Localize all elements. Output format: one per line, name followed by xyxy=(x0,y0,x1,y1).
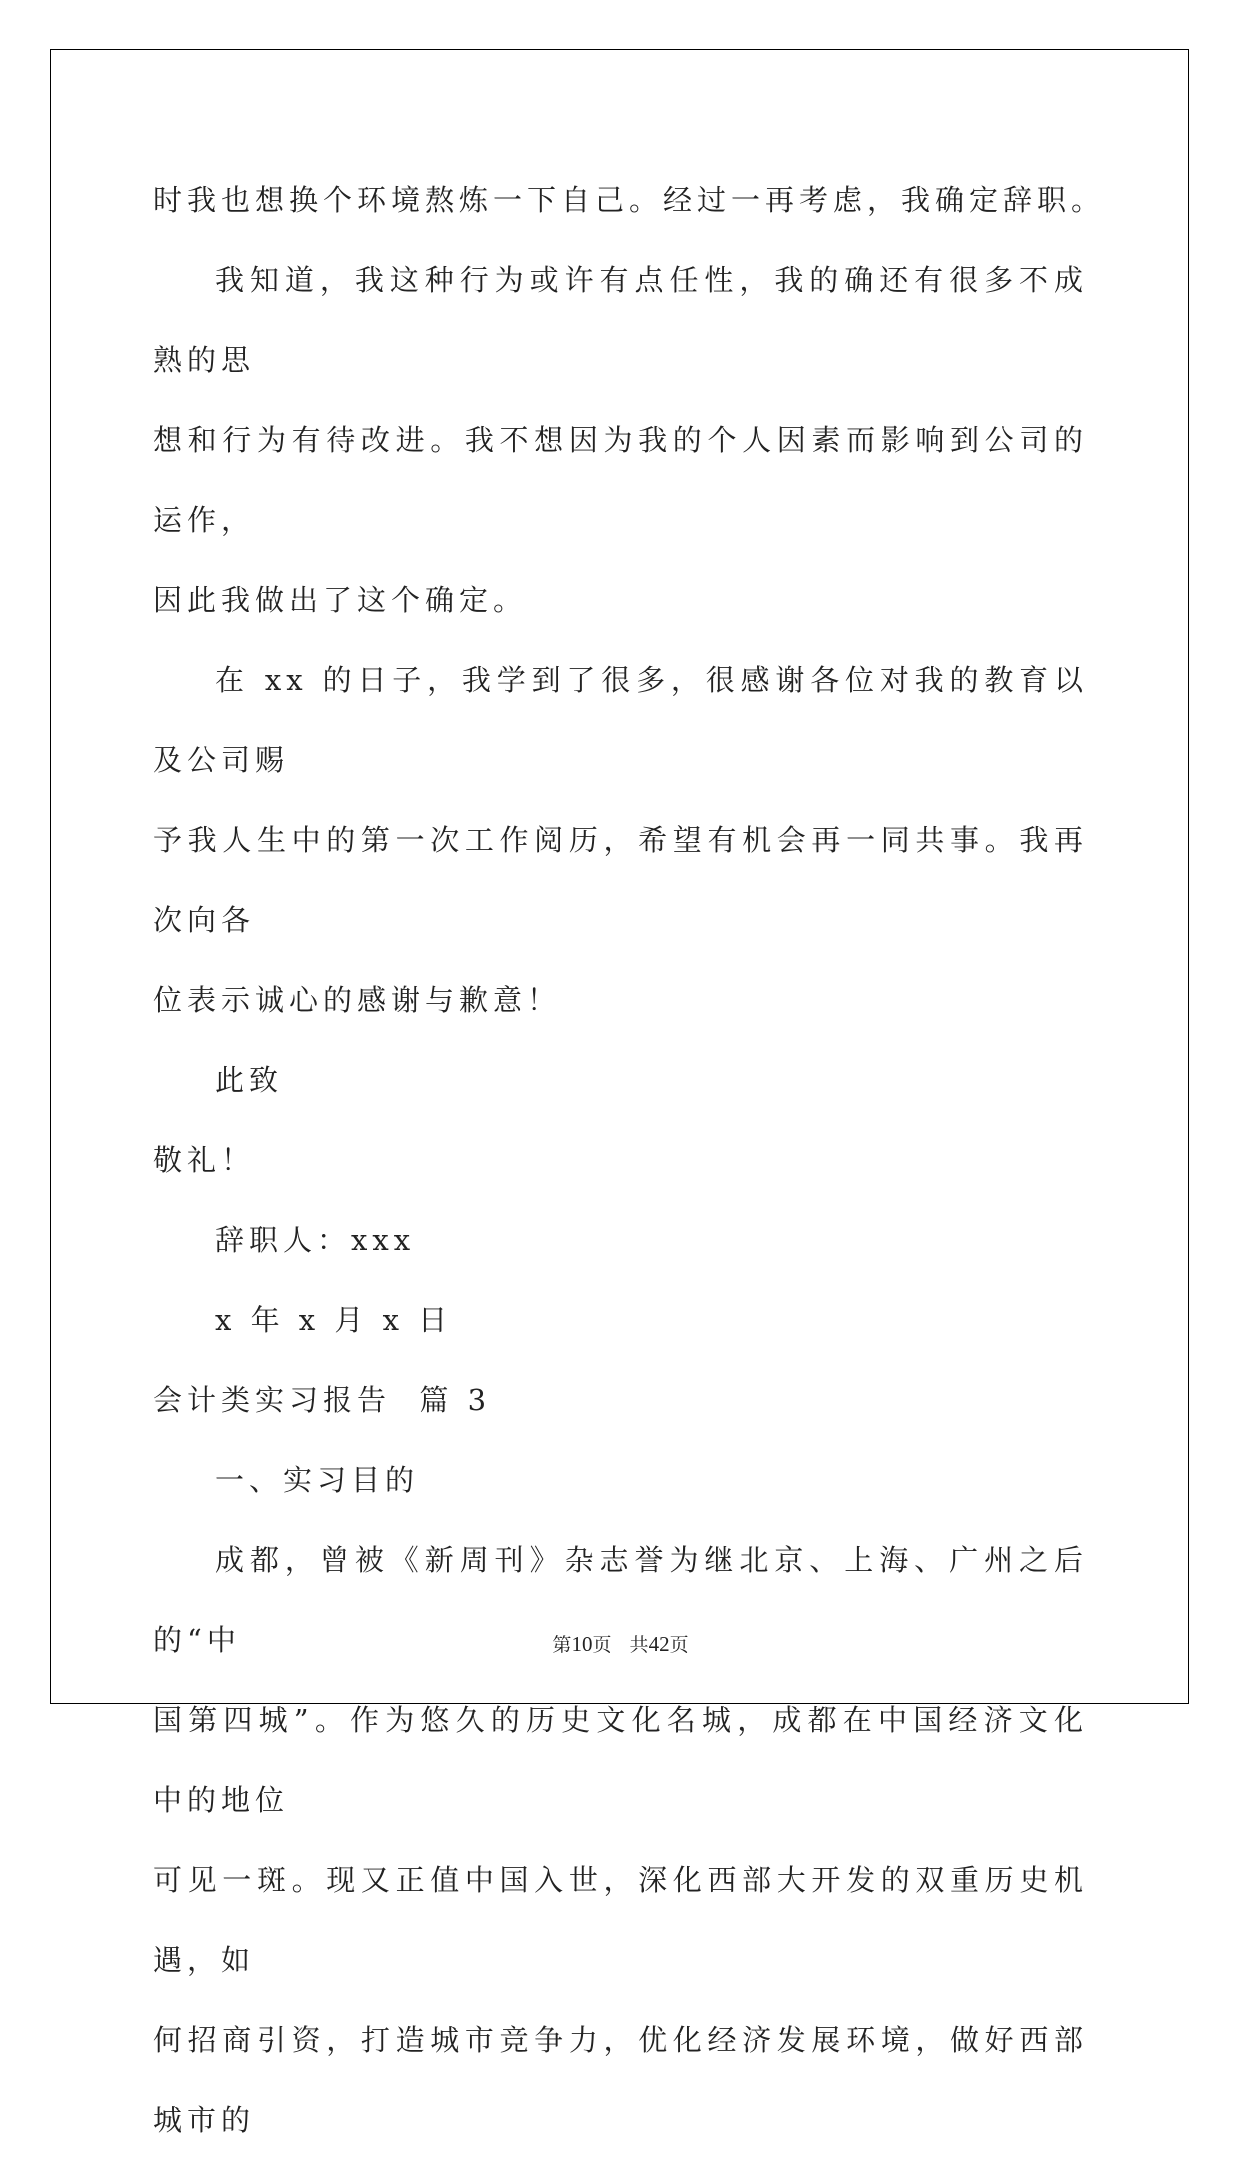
paragraph xyxy=(153,1280,1088,1360)
date-line: x 年 x 月 x 日 xyxy=(215,1303,453,1337)
text-line: 予我人生中的第一次工作阅历，希望有机会再一同共事。我再次向各 xyxy=(153,823,1088,937)
footer-suffix: 页 xyxy=(669,1634,689,1656)
paragraph xyxy=(153,1520,1088,2160)
text-line: 想和行为有待改进。我不想因为我的个人因素而影响到公司的运作， xyxy=(153,423,1088,537)
signature-line: 辞职人：xxx xyxy=(215,1223,416,1257)
total-pages: 42 xyxy=(648,1632,670,1656)
heading-text: 会计类实习报告 篇 3 xyxy=(153,1383,492,1417)
footer-middle: 页 共 xyxy=(592,1634,649,1656)
paragraph xyxy=(153,1040,1088,1120)
text-line: 时我也想换个环境熬炼一下自己。经过一再考虑，我确定辞职。 xyxy=(153,183,1106,217)
text-line: 我知道，我这种行为或许有点任性，我的确还有很多不成熟的思 xyxy=(153,263,1088,377)
text-line: 位表示诚心的感谢与歉意！ xyxy=(153,983,562,1017)
text-line: 何招商引资，打造城市竞争力，优化经济发展环境，做好西部城市的 xyxy=(153,2023,1088,2137)
text-line: 成都，曾被《新周刊》杂志誉为继北京、上海、广州之后的“中 xyxy=(153,1543,1088,1657)
text-line: 因此我做出了这个确定。 xyxy=(153,583,528,617)
paragraph xyxy=(153,1120,1088,1200)
closing-line: 此致 xyxy=(215,1063,284,1097)
document-body xyxy=(153,160,1106,2160)
subheading xyxy=(153,1440,1088,1520)
text-line: 可见一斑。现又正值中国入世，深化西部大开发的双重历史机遇，如 xyxy=(153,1863,1088,1977)
paragraph xyxy=(153,240,1088,640)
subheading-text: 一、实习目的 xyxy=(215,1463,420,1497)
footer-prefix: 第 xyxy=(552,1634,572,1656)
page-number: 10 xyxy=(571,1632,593,1656)
section-heading xyxy=(153,1360,1088,1440)
paragraph xyxy=(153,640,1088,1040)
salutation-line: 敬礼！ xyxy=(153,1143,256,1177)
paragraph xyxy=(153,160,1106,240)
text-line: 国第四城”。作为悠久的历史文化名城，成都在中国经济文化中的地位 xyxy=(153,1703,1088,1817)
text-line: 在 xx 的日子，我学到了很多，很感谢各位对我的教育以及公司赐 xyxy=(153,663,1088,777)
page-footer xyxy=(0,1630,1241,1657)
paragraph xyxy=(153,1200,1088,1280)
